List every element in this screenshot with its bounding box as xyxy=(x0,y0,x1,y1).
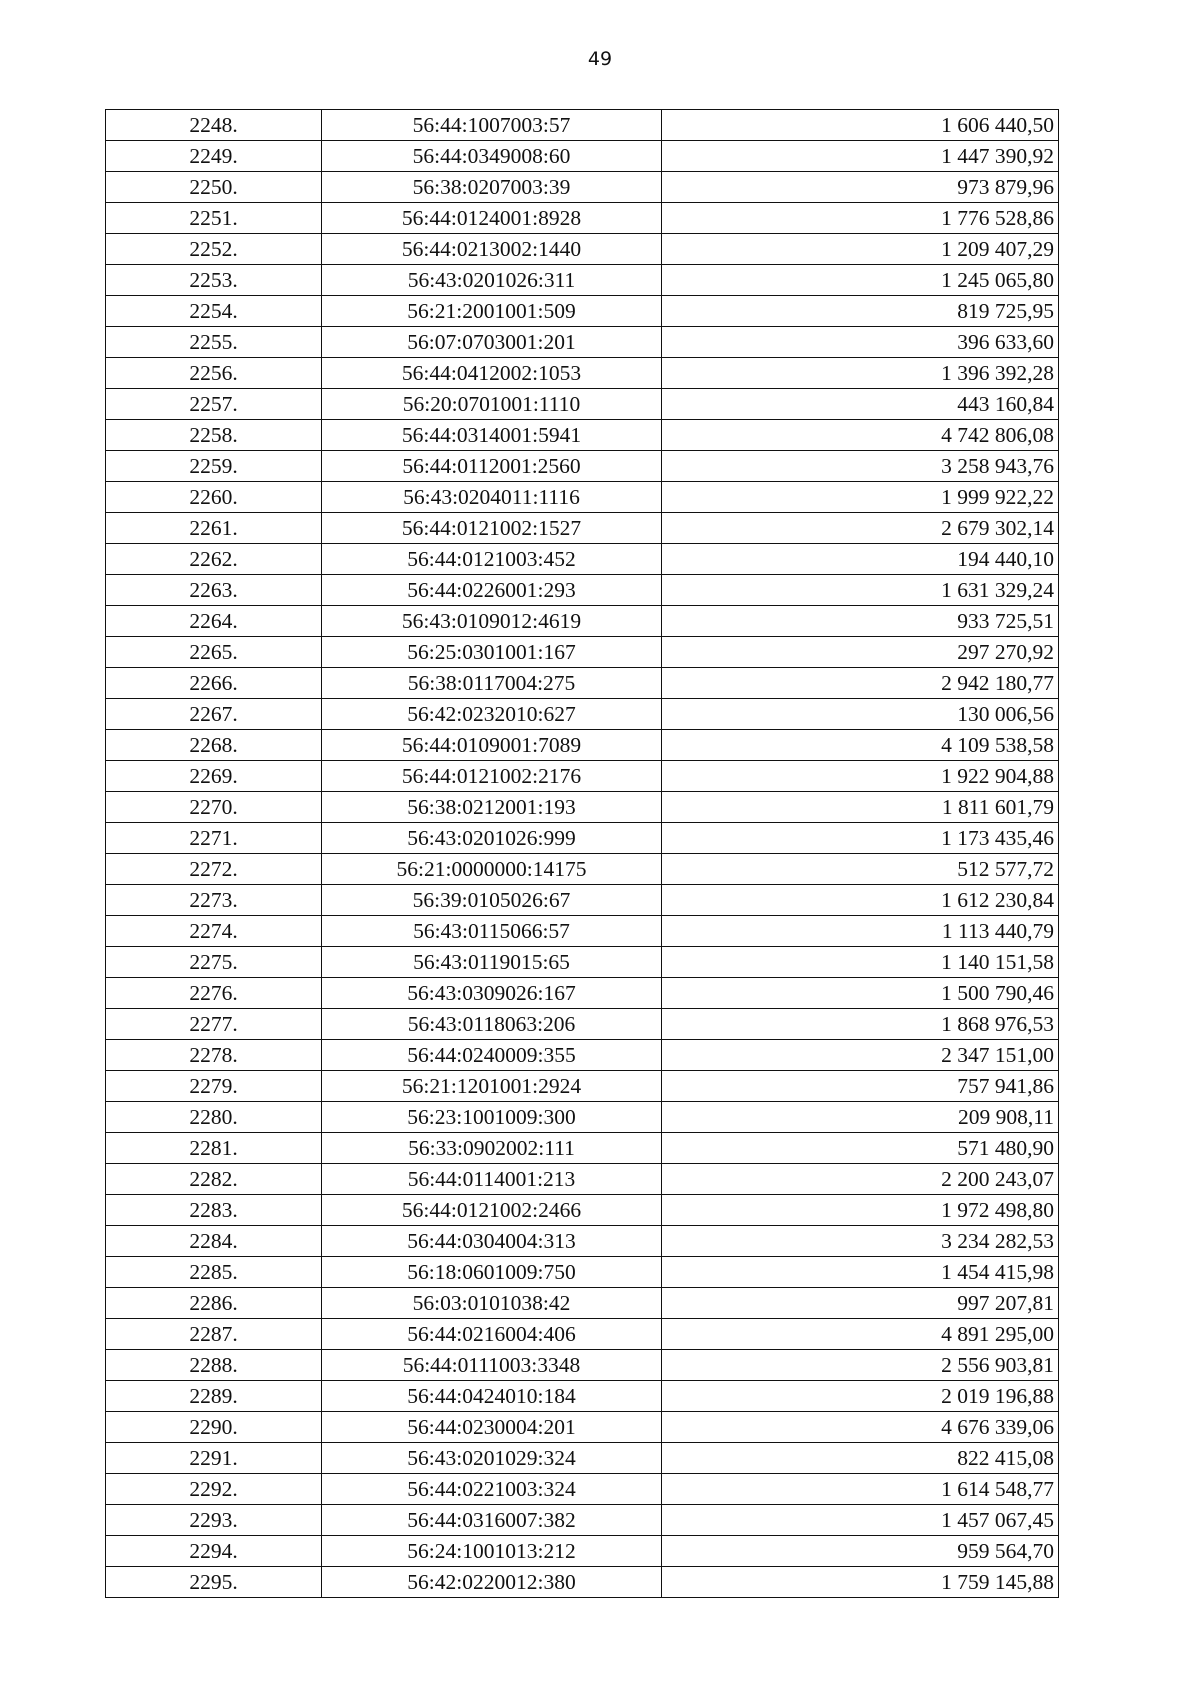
row-number-cell: 2252. xyxy=(106,234,322,265)
table-row xyxy=(106,172,1059,203)
table-row xyxy=(106,1567,1059,1598)
cadastral-value-cell: 3 258 943,76 xyxy=(662,451,1059,482)
row-number-cell: 2281. xyxy=(106,1133,322,1164)
table-row xyxy=(106,1505,1059,1536)
cadastral-value-cell: 1 457 067,45 xyxy=(662,1505,1059,1536)
cadastral-value-cell: 1 811 601,79 xyxy=(662,792,1059,823)
table-row xyxy=(106,978,1059,1009)
cadastral-number-cell: 56:44:0304004:313 xyxy=(322,1226,662,1257)
cadastral-number-cell: 56:44:0349008:60 xyxy=(322,141,662,172)
row-number-cell: 2282. xyxy=(106,1164,322,1195)
cadastral-number-cell: 56:44:0226001:293 xyxy=(322,575,662,606)
row-number-cell: 2268. xyxy=(106,730,322,761)
row-number-cell: 2280. xyxy=(106,1102,322,1133)
cadastral-number-cell: 56:44:0240009:355 xyxy=(322,1040,662,1071)
row-number-cell: 2253. xyxy=(106,265,322,296)
table-row xyxy=(106,110,1059,141)
row-number-cell: 2279. xyxy=(106,1071,322,1102)
cadastral-number-cell: 56:43:0119015:65 xyxy=(322,947,662,978)
table-row xyxy=(106,637,1059,668)
cadastral-number-cell: 56:07:0703001:201 xyxy=(322,327,662,358)
cadastral-value-cell: 297 270,92 xyxy=(662,637,1059,668)
row-number-cell: 2275. xyxy=(106,947,322,978)
cadastral-number-cell: 56:44:0121002:2176 xyxy=(322,761,662,792)
table-row xyxy=(106,1226,1059,1257)
cadastral-number-cell: 56:43:0109012:4619 xyxy=(322,606,662,637)
row-number-cell: 2276. xyxy=(106,978,322,1009)
cadastral-number-cell: 56:44:1007003:57 xyxy=(322,110,662,141)
cadastral-value-cell: 443 160,84 xyxy=(662,389,1059,420)
row-number-cell: 2273. xyxy=(106,885,322,916)
cadastral-value-cell: 1 868 976,53 xyxy=(662,1009,1059,1040)
cadastral-number-cell: 56:44:0121002:1527 xyxy=(322,513,662,544)
page-number: 49 xyxy=(587,48,613,70)
table-row xyxy=(106,699,1059,730)
row-number-cell: 2269. xyxy=(106,761,322,792)
row-number-cell: 2289. xyxy=(106,1381,322,1412)
row-number-cell: 2248. xyxy=(106,110,322,141)
table-row xyxy=(106,792,1059,823)
table-row xyxy=(106,668,1059,699)
table-row xyxy=(106,947,1059,978)
table-row xyxy=(106,1536,1059,1567)
cadastral-value-cell: 1 209 407,29 xyxy=(662,234,1059,265)
cadastral-value-cell: 1 614 548,77 xyxy=(662,1474,1059,1505)
table-row xyxy=(106,1257,1059,1288)
cadastral-value-cell: 933 725,51 xyxy=(662,606,1059,637)
cadastral-value-cell: 1 776 528,86 xyxy=(662,203,1059,234)
row-number-cell: 2255. xyxy=(106,327,322,358)
row-number-cell: 2294. xyxy=(106,1536,322,1567)
cadastral-value-cell: 1 140 151,58 xyxy=(662,947,1059,978)
table-row xyxy=(106,1040,1059,1071)
cadastral-value-cell: 1 500 790,46 xyxy=(662,978,1059,1009)
table-row xyxy=(106,1412,1059,1443)
table-row xyxy=(106,1133,1059,1164)
row-number-cell: 2264. xyxy=(106,606,322,637)
cadastral-number-cell: 56:44:0314001:5941 xyxy=(322,420,662,451)
table-row xyxy=(106,389,1059,420)
row-number-cell: 2265. xyxy=(106,637,322,668)
row-number-cell: 2292. xyxy=(106,1474,322,1505)
cadastral-number-cell: 56:43:0201026:999 xyxy=(322,823,662,854)
row-number-cell: 2271. xyxy=(106,823,322,854)
cadastral-value-cell: 512 577,72 xyxy=(662,854,1059,885)
cadastral-value-cell: 2 679 302,14 xyxy=(662,513,1059,544)
table-row xyxy=(106,234,1059,265)
row-number-cell: 2272. xyxy=(106,854,322,885)
table-row xyxy=(106,203,1059,234)
row-number-cell: 2257. xyxy=(106,389,322,420)
cadastral-number-cell: 56:38:0117004:275 xyxy=(322,668,662,699)
cadastral-value-cell: 819 725,95 xyxy=(662,296,1059,327)
cadastral-value-cell: 396 633,60 xyxy=(662,327,1059,358)
cadastral-value-cell: 194 440,10 xyxy=(662,544,1059,575)
row-number-cell: 2274. xyxy=(106,916,322,947)
table-row xyxy=(106,1009,1059,1040)
row-number-cell: 2290. xyxy=(106,1412,322,1443)
cadastral-number-cell: 56:24:1001013:212 xyxy=(322,1536,662,1567)
cadastral-value-cell: 1 447 390,92 xyxy=(662,141,1059,172)
cadastral-number-cell: 56:44:0112001:2560 xyxy=(322,451,662,482)
table-row xyxy=(106,823,1059,854)
row-number-cell: 2250. xyxy=(106,172,322,203)
cadastral-number-cell: 56:38:0207003:39 xyxy=(322,172,662,203)
table-row xyxy=(106,575,1059,606)
row-number-cell: 2260. xyxy=(106,482,322,513)
cadastral-value-cell: 2 347 151,00 xyxy=(662,1040,1059,1071)
cadastral-value-cell: 1 245 065,80 xyxy=(662,265,1059,296)
cadastral-value-cell: 4 676 339,06 xyxy=(662,1412,1059,1443)
row-number-cell: 2263. xyxy=(106,575,322,606)
cadastral-value-cell: 1 454 415,98 xyxy=(662,1257,1059,1288)
cadastral-number-cell: 56:38:0212001:193 xyxy=(322,792,662,823)
cadastral-number-cell: 56:39:0105026:67 xyxy=(322,885,662,916)
row-number-cell: 2256. xyxy=(106,358,322,389)
row-number-cell: 2262. xyxy=(106,544,322,575)
cadastral-value-cell: 997 207,81 xyxy=(662,1288,1059,1319)
cadastral-number-cell: 56:23:1001009:300 xyxy=(322,1102,662,1133)
cadastral-value-cell: 2 200 243,07 xyxy=(662,1164,1059,1195)
cadastral-value-cell: 1 759 145,88 xyxy=(662,1567,1059,1598)
row-number-cell: 2249. xyxy=(106,141,322,172)
cadastral-number-cell: 56:33:0902002:111 xyxy=(322,1133,662,1164)
table-row xyxy=(106,1164,1059,1195)
table-row xyxy=(106,1319,1059,1350)
cadastral-number-cell: 56:20:0701001:1110 xyxy=(322,389,662,420)
table-row xyxy=(106,1350,1059,1381)
row-number-cell: 2261. xyxy=(106,513,322,544)
cadastral-number-cell: 56:42:0220012:380 xyxy=(322,1567,662,1598)
table-row xyxy=(106,885,1059,916)
cadastral-value-cell: 4 109 538,58 xyxy=(662,730,1059,761)
cadastral-number-cell: 56:44:0412002:1053 xyxy=(322,358,662,389)
cadastral-number-cell: 56:43:0309026:167 xyxy=(322,978,662,1009)
cadastral-value-cell: 130 006,56 xyxy=(662,699,1059,730)
table-row xyxy=(106,1071,1059,1102)
row-number-cell: 2295. xyxy=(106,1567,322,1598)
cadastral-value-cell: 3 234 282,53 xyxy=(662,1226,1059,1257)
cadastral-value-cell: 209 908,11 xyxy=(662,1102,1059,1133)
cadastral-number-cell: 56:44:0121003:452 xyxy=(322,544,662,575)
row-number-cell: 2284. xyxy=(106,1226,322,1257)
table-row xyxy=(106,730,1059,761)
table-row xyxy=(106,761,1059,792)
row-number-cell: 2291. xyxy=(106,1443,322,1474)
cadastral-number-cell: 56:44:0230004:201 xyxy=(322,1412,662,1443)
cadastral-value-cell: 959 564,70 xyxy=(662,1536,1059,1567)
table-row xyxy=(106,265,1059,296)
row-number-cell: 2283. xyxy=(106,1195,322,1226)
cadastral-number-cell: 56:25:0301001:167 xyxy=(322,637,662,668)
row-number-cell: 2266. xyxy=(106,668,322,699)
row-number-cell: 2286. xyxy=(106,1288,322,1319)
cadastral-number-cell: 56:21:1201001:2924 xyxy=(322,1071,662,1102)
cadastral-number-cell: 56:18:0601009:750 xyxy=(322,1257,662,1288)
table-row xyxy=(106,1474,1059,1505)
table-row xyxy=(106,1443,1059,1474)
cadastral-number-cell: 56:44:0216004:406 xyxy=(322,1319,662,1350)
cadastral-value-cell: 2 019 196,88 xyxy=(662,1381,1059,1412)
table-row xyxy=(106,544,1059,575)
cadastral-number-cell: 56:03:0101038:42 xyxy=(322,1288,662,1319)
cadastral-value-cell: 1 972 498,80 xyxy=(662,1195,1059,1226)
cadastral-value-table xyxy=(105,109,1059,1598)
table-row xyxy=(106,1381,1059,1412)
cadastral-number-cell: 56:43:0201029:324 xyxy=(322,1443,662,1474)
cadastral-number-cell: 56:43:0115066:57 xyxy=(322,916,662,947)
table-row xyxy=(106,606,1059,637)
cadastral-number-cell: 56:44:0109001:7089 xyxy=(322,730,662,761)
row-number-cell: 2287. xyxy=(106,1319,322,1350)
row-number-cell: 2258. xyxy=(106,420,322,451)
row-number-cell: 2288. xyxy=(106,1350,322,1381)
table-row xyxy=(106,854,1059,885)
table-row xyxy=(106,327,1059,358)
cadastral-value-cell: 1 631 329,24 xyxy=(662,575,1059,606)
row-number-cell: 2267. xyxy=(106,699,322,730)
table-row xyxy=(106,1288,1059,1319)
cadastral-number-cell: 56:21:0000000:14175 xyxy=(322,854,662,885)
row-number-cell: 2254. xyxy=(106,296,322,327)
cadastral-value-cell: 1 922 904,88 xyxy=(662,761,1059,792)
row-number-cell: 2251. xyxy=(106,203,322,234)
cadastral-number-cell: 56:44:0111003:3348 xyxy=(322,1350,662,1381)
cadastral-value-cell: 1 612 230,84 xyxy=(662,885,1059,916)
cadastral-value-cell: 1 113 440,79 xyxy=(662,916,1059,947)
table-row xyxy=(106,296,1059,327)
table-row xyxy=(106,916,1059,947)
cadastral-number-cell: 56:44:0424010:184 xyxy=(322,1381,662,1412)
cadastral-value-cell: 4 891 295,00 xyxy=(662,1319,1059,1350)
row-number-cell: 2259. xyxy=(106,451,322,482)
cadastral-value-cell: 757 941,86 xyxy=(662,1071,1059,1102)
table-row xyxy=(106,420,1059,451)
cadastral-value-cell: 1 999 922,22 xyxy=(662,482,1059,513)
cadastral-number-cell: 56:43:0118063:206 xyxy=(322,1009,662,1040)
cadastral-value-cell: 2 942 180,77 xyxy=(662,668,1059,699)
cadastral-value-cell: 4 742 806,08 xyxy=(662,420,1059,451)
cadastral-value-cell: 1 396 392,28 xyxy=(662,358,1059,389)
row-number-cell: 2277. xyxy=(106,1009,322,1040)
table-row xyxy=(106,1102,1059,1133)
row-number-cell: 2293. xyxy=(106,1505,322,1536)
row-number-cell: 2285. xyxy=(106,1257,322,1288)
cadastral-number-cell: 56:43:0204011:1116 xyxy=(322,482,662,513)
cadastral-number-cell: 56:44:0213002:1440 xyxy=(322,234,662,265)
table-row xyxy=(106,141,1059,172)
cadastral-number-cell: 56:44:0221003:324 xyxy=(322,1474,662,1505)
cadastral-value-cell: 1 606 440,50 xyxy=(662,110,1059,141)
table-row xyxy=(106,482,1059,513)
table-row xyxy=(106,1195,1059,1226)
table-row xyxy=(106,358,1059,389)
cadastral-value-cell: 571 480,90 xyxy=(662,1133,1059,1164)
table-row xyxy=(106,513,1059,544)
cadastral-number-cell: 56:42:0232010:627 xyxy=(322,699,662,730)
row-number-cell: 2278. xyxy=(106,1040,322,1071)
cadastral-number-cell: 56:44:0121002:2466 xyxy=(322,1195,662,1226)
cadastral-value-cell: 1 173 435,46 xyxy=(662,823,1059,854)
table-row xyxy=(106,451,1059,482)
row-number-cell: 2270. xyxy=(106,792,322,823)
cadastral-value-cell: 822 415,08 xyxy=(662,1443,1059,1474)
table-body xyxy=(106,110,1059,1598)
cadastral-number-cell: 56:44:0124001:8928 xyxy=(322,203,662,234)
cadastral-number-cell: 56:21:2001001:509 xyxy=(322,296,662,327)
cadastral-value-cell: 973 879,96 xyxy=(662,172,1059,203)
cadastral-value-cell: 2 556 903,81 xyxy=(662,1350,1059,1381)
cadastral-number-cell: 56:44:0316007:382 xyxy=(322,1505,662,1536)
cadastral-number-cell: 56:43:0201026:311 xyxy=(322,265,662,296)
cadastral-number-cell: 56:44:0114001:213 xyxy=(322,1164,662,1195)
